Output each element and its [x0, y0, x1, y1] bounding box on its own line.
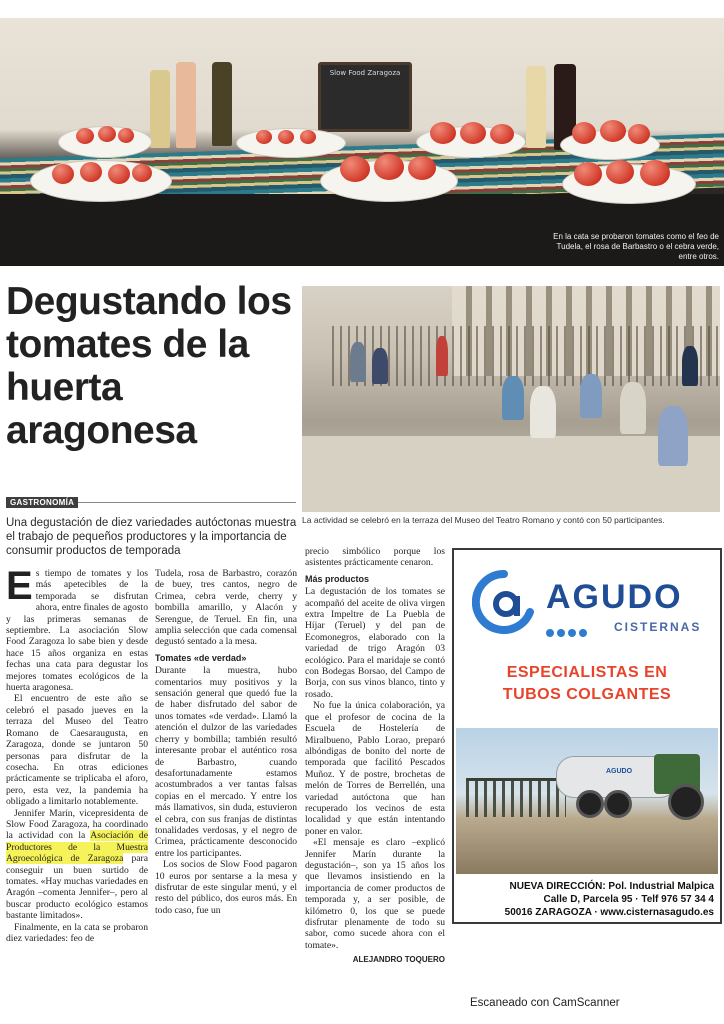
paragraph-text: para conseguir un buen surtido de tomates. «Hay muchas variedades en Aragón –comenta Jennifer–, pero al buscar producto ecológico estamos bastante limitados».: [6, 853, 148, 922]
person: [620, 382, 646, 434]
ad-tagline-line: ESPECIALISTAS EN: [506, 664, 668, 681]
tomato: [300, 130, 316, 144]
tomato: [132, 164, 152, 182]
article-paragraph: La degustación de los tomates se acompañó del aceite de oliva virgen extra Impeltre de La Puebla de Híjar (Teruel) y del pan de Ecomonegros, elaborado con la variedad de trigo Aragón 03 ecológico. Para el maridaje se contó con Bodegas Borsao, del Campo de Borja, con sus vinos blanco, tinto y rosado.: [305, 586, 445, 700]
tomato: [108, 164, 130, 184]
person: [658, 406, 688, 466]
scanner-watermark: Escaneado con CamScanner: [470, 997, 620, 1009]
tomato: [572, 122, 596, 144]
person: [372, 348, 388, 384]
tomato: [118, 128, 134, 143]
article-paragraph: No fue la única colaboración, ya que el profesor de cocina de la Escuela de Hostelería de Miralbueno, Pablo Lorao, preparó albóndigas de bonito del norte de temporada que facilitó Pescados Muñoz. Y de postre, brochetas de melón de Torres de Berrellén, una variedad autóctona que han recuperado los vecinos de esta localidad y que están intentando poner en valor.: [305, 700, 445, 837]
tomato: [278, 130, 294, 144]
tomato: [460, 122, 486, 144]
article-paragraph: Tudela, rosa de Barbastro, corazón de buey, tres cantos, negro de Crimea, cebra verde, cherry y bombilla amarillo, y Alacón y Serengue, de Teruel. En fin, una amplia selección que cada comensal degustó sentado a la mesa.: [155, 568, 297, 648]
ad-brand-name: AGUDO: [546, 578, 683, 616]
hose-boom: [466, 778, 566, 817]
wine-bottle: [176, 62, 196, 148]
ad-address-line: Calle D, Parcela 95 · Telf 976 57 34 4: [543, 894, 714, 905]
ad-tagline-line: TUBOS COLGANTES: [502, 686, 672, 703]
ad-dots-icon: [546, 624, 590, 642]
article-column-3: [305, 546, 445, 966]
highlighted-text: Asociación de Productores de la Muestra Agroecológica de Zaragoza: [6, 830, 148, 865]
tasting-table-photo: [0, 18, 724, 266]
article-paragraph: «El mensaje es claro –explicó Jennifer Marín durante la degustación–, son ya 15 años los que llevamos insistiendo en la importancia de comer productos de temporada y, a ser posible, de kilómetro 0, los que se puede disfrutar plenamente de todo su sabor, como sucede ahora con el tomate».: [305, 837, 445, 951]
ad-address-line: NUEVA DIRECCIÓN: Pol. Industrial Malpica: [509, 881, 714, 892]
subtitle: Una degustación de diez variedades autóctonas muestra el trabajo de pequeños productores y la importancia de consumir productos de temporada: [6, 517, 297, 557]
top-photo-caption: En la cata se probaron tomates como el feo de Tudela, el rosa de Barbastro o el cebra verde, entre otros.: [553, 232, 719, 261]
ad-contact: [464, 880, 714, 919]
tomato: [430, 122, 456, 144]
person: [436, 336, 448, 376]
section-divider: [78, 502, 296, 503]
chalkboard-sign: [318, 62, 412, 132]
wine-bottle: [526, 66, 546, 148]
article-paragraph: precio simbólico porque los asistentes prácticamente cenaron.: [305, 546, 445, 569]
tomato: [628, 124, 650, 144]
dropcap: E: [6, 564, 33, 608]
person: [580, 374, 602, 418]
article-paragraph: [6, 808, 148, 922]
tomato: [52, 164, 74, 184]
agudo-logo-icon: [472, 570, 536, 634]
tomato: [606, 160, 634, 184]
person: [530, 386, 556, 438]
wheel: [604, 790, 632, 818]
wheel: [576, 790, 604, 818]
tomato: [640, 160, 670, 186]
subheading: Más productos: [305, 573, 370, 584]
tomato: [98, 126, 116, 142]
ad-tagline: [454, 662, 720, 706]
article-paragraph: Los socios de Slow Food pagaron 10 euros por sentarse a la mesa y disfrutar de este singular menú, y el resto del público, dos euros más. En todo caso, fue un: [155, 859, 297, 916]
tomato: [600, 120, 626, 142]
tomato-plate: [30, 160, 172, 202]
tomato: [76, 128, 94, 144]
article-paragraph: Finalmente, en la cata se probaron diez variedades: feo de: [6, 921, 148, 944]
paragraph-text: s tiempo de tomates y los más apetecibles de la temporada se disfrutan ahora, entre finales de agosto y las primeras semanas de septiembre. La asociación Slow Food Zaragoza lo sabe bien y desde hace 15 años organiza en estas fechas una cata para degustar los mejores tomates ecológicos de la huerta aragonesa.: [6, 568, 148, 694]
section-tag: GASTRONOMÍA: [6, 497, 78, 508]
tomato: [408, 156, 436, 180]
person: [682, 346, 698, 386]
tomato: [574, 162, 602, 186]
paragraph-text: Jennifer Marín, vicepresidenta de Slow Food Zaragoza, ha coordinado la actividad con la: [6, 807, 148, 842]
tomato: [256, 130, 272, 144]
tanker-photo: [456, 728, 718, 874]
tank-label: AGUDO: [606, 768, 633, 775]
person: [502, 376, 524, 420]
article-paragraph: Durante la muestra, hubo comentarios muy positivos y la sensación general que quedó fue la de haber disfrutado del sabor de unos tomates «de verdad». Llamó la atención el dulzor de las variedades cherry y bombilla; también resultó interesante probar el auténtico rosa de Barbastro, cuando desafortunadamente estamos acostumbrados a ver tantas falsas copias en el mercado. Y entre los más llamativos, sin duda, estuvieron el cebra, con sus franjas de distintas tonalidades verdosas, y el negro de Crimea, prácticamente desconocido entre los participantes.: [155, 665, 297, 859]
tomato: [374, 154, 404, 180]
byline: ALEJANDRO TOQUERO: [352, 955, 445, 965]
advertisement: [452, 548, 722, 924]
terrace-photo: [302, 286, 720, 512]
article-column-1: [6, 564, 148, 944]
wheel: [668, 784, 704, 820]
ad-brand-sub: CISTERNAS: [614, 620, 702, 634]
terrace-photo-caption: La actividad se celebró en la terraza del Museo del Teatro Romano y contó con 50 participantes.: [302, 515, 665, 525]
oil-bottle: [212, 62, 232, 146]
tomato: [340, 156, 370, 182]
article-column-2: [155, 568, 297, 916]
article-paragraph: El encuentro de este año se celebró el pasado jueves en la terraza del Museo del Teatro Romano de Caesaraugusta, en Zaragoza, donde se juntaron 50 personas para disfrutar de la cosecha. En otras ediciones prácticamente se triplicaba el aforo, pero, esta vez, la pandemia ha obligado a limitarlo notablemente.: [6, 693, 148, 808]
subheading: Tomates «de verdad»: [155, 652, 247, 663]
ad-address-line: 50016 ZARAGOZA · www.cisternasagudo.es: [504, 907, 714, 918]
wine-bottle: [150, 70, 170, 148]
article-paragraph: [6, 564, 148, 694]
person: [350, 342, 366, 382]
tomato: [490, 124, 514, 144]
chalkboard-text: Slow Food Zaragoza: [329, 69, 401, 77]
tomato: [80, 162, 102, 182]
fence: [332, 326, 720, 386]
headline: Degustando los tomates de la huerta aragonesa: [6, 280, 292, 452]
